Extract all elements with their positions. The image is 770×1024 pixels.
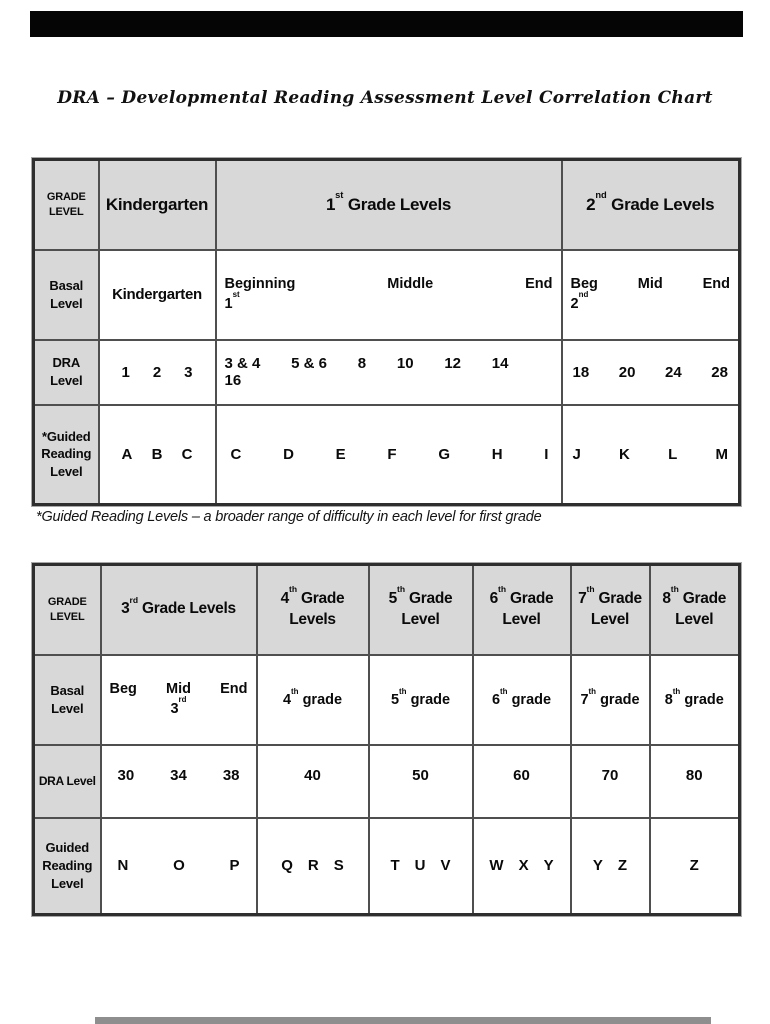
guided-letter: A <box>121 445 133 463</box>
grade-text: grade <box>596 691 640 708</box>
guided-second-grade-cell <box>562 405 740 505</box>
ordinal-suffix: st <box>232 290 240 300</box>
guided-letter: B <box>151 445 163 463</box>
guided-letter: L <box>668 445 678 463</box>
ordinal-suffix: th <box>291 686 299 696</box>
table-row-basal <box>34 250 740 340</box>
dra-first-grade-cell <box>216 340 562 405</box>
dra-eighth-grade-cell <box>650 745 740 818</box>
row-label-line: Level <box>51 875 84 891</box>
dra-value: 3 & 4 <box>224 355 261 372</box>
basal-end: End <box>220 680 248 697</box>
dra-seventh-grade-cell <box>571 745 650 818</box>
page-title: DRA – Developmental Reading Assessment Level Correlation Chart <box>57 88 713 108</box>
dra-value: 80 <box>685 766 703 784</box>
guided-letter: Z <box>689 857 699 875</box>
guided-letter: G <box>438 445 450 463</box>
table-row-dra <box>34 340 740 405</box>
basal-end: End <box>702 275 730 292</box>
grade-number: 8 <box>662 589 671 607</box>
dra-value: 2 <box>152 363 162 381</box>
row-label-line: Basal <box>50 682 85 698</box>
guided-letter: C <box>181 445 193 463</box>
basal-mid: Mid <box>637 275 663 292</box>
guided-letter: E <box>335 445 346 463</box>
guided-fourth-grade-cell <box>257 818 369 915</box>
ordinal-suffix: th <box>399 686 407 696</box>
grade-number: 4 <box>282 691 292 708</box>
guided-eighth-grade-cell <box>650 818 740 915</box>
seventh-grade-header-cell <box>571 565 650 655</box>
dra-level-label-cell <box>34 340 99 405</box>
guided-letter: K <box>619 445 630 463</box>
dra-level-label-cell: DRA Level <box>34 745 101 818</box>
row-label-line: Level <box>50 464 83 480</box>
row-label-line: Basal <box>49 277 84 293</box>
guided-letter: Z <box>617 857 628 875</box>
guided-seventh-grade-cell <box>571 818 650 915</box>
guided-letter: W <box>489 857 504 875</box>
basal-beg: Beg <box>109 680 137 697</box>
guided-letter: P <box>229 857 240 875</box>
grade-text: Grade Levels <box>138 600 236 618</box>
grade-text: Grade Levels <box>343 194 452 214</box>
basal-kindergarten-cell: Kindergarten <box>99 250 216 340</box>
guided-letter: F <box>387 445 397 463</box>
grade-text: Grade <box>594 589 642 607</box>
guided-letter: T <box>390 857 400 875</box>
basal-middle: Middle <box>387 275 434 292</box>
row-label-line: Reading <box>42 857 93 873</box>
dra-value: 14 <box>491 355 509 372</box>
row-label-line: *Guided <box>42 428 91 444</box>
sixth-grade-header-cell <box>473 565 571 655</box>
dra-second-grade-cell <box>562 340 740 405</box>
ordinal-suffix: rd <box>178 695 187 705</box>
ordinal-suffix: st <box>335 189 344 200</box>
dra-value: 28 <box>711 363 728 381</box>
ordinal-suffix: th <box>500 686 508 696</box>
basal-beg: Beg <box>570 275 598 292</box>
viewer-top-bar <box>30 11 743 37</box>
guided-letter: Y <box>543 857 554 875</box>
grade-number: 6 <box>491 691 501 708</box>
table-row-header <box>34 160 740 250</box>
grade-label-line1: GRADE <box>47 596 87 609</box>
grade-level-header-cell <box>34 565 101 655</box>
guided-sixth-grade-cell <box>473 818 571 915</box>
grade-number: 8 <box>664 691 673 708</box>
row-label-line: Reading <box>41 446 92 462</box>
dra-value: 16 <box>224 372 242 389</box>
correlation-table-3-8 <box>32 563 741 916</box>
dra-value: 1 <box>121 363 130 381</box>
dra-value: 12 <box>444 355 461 372</box>
table-row-guided <box>34 818 740 915</box>
guided-fifth-grade-cell <box>369 818 473 915</box>
basal-fifth-grade-cell <box>369 655 473 745</box>
basal-end: End <box>525 275 553 292</box>
grade-text-line2: Level <box>502 610 541 628</box>
third-grade-header-cell <box>101 565 257 655</box>
grade-label-line1: GRADE <box>46 191 86 204</box>
grade-number: 5 <box>390 691 400 708</box>
grade-text: Grade Levels <box>606 194 715 214</box>
guided-letter: H <box>491 445 503 463</box>
guided-letter: U <box>414 857 426 875</box>
second-grade-header-cell <box>562 160 740 250</box>
grade-number: 5 <box>388 589 397 607</box>
table-row-dra <box>34 745 740 818</box>
ordinal-suffix: nd <box>595 189 607 200</box>
guided-letter: C <box>230 445 242 463</box>
grade-number: 6 <box>489 589 498 607</box>
guided-letter: O <box>173 857 185 875</box>
grade-text: grade <box>680 691 724 708</box>
basal-second-grade-cell <box>562 250 740 340</box>
dra-value: 3 <box>184 363 193 381</box>
row-label-line: DRA <box>52 355 81 371</box>
dra-third-grade-cell <box>101 745 257 818</box>
guided-first-grade-cell <box>216 405 562 505</box>
ordinal-suffix: th <box>588 686 597 696</box>
dra-kindergarten-cell <box>99 340 216 405</box>
grade-text: Grade <box>405 589 453 607</box>
basal-seventh-grade-cell <box>571 655 650 745</box>
grade-text: Grade <box>506 589 554 607</box>
grade-text-line2: Level <box>401 610 440 628</box>
dra-fourth-grade-cell <box>257 745 369 818</box>
ordinal-suffix: th <box>586 584 595 595</box>
dra-value: 8 <box>357 355 367 372</box>
dra-value: 5 & 6 <box>291 355 327 372</box>
guided-letter: X <box>518 857 529 875</box>
dra-value: 70 <box>601 766 619 784</box>
grade-label-line2: LEVEL <box>49 205 84 218</box>
eighth-grade-header-cell <box>650 565 740 655</box>
dra-value: 30 <box>117 766 135 784</box>
dra-value: 40 <box>304 766 321 784</box>
guided-letter: V <box>440 857 451 875</box>
guided-letter: M <box>715 445 728 463</box>
basal-level-label-cell <box>34 250 99 340</box>
guided-third-grade-cell <box>101 818 257 915</box>
dra-value: 50 <box>412 766 429 784</box>
dra-sixth-grade-cell <box>473 745 571 818</box>
grade-text-line2: Level <box>590 610 630 628</box>
grade-text: grade <box>298 691 343 708</box>
dra-value: 10 <box>396 355 414 372</box>
dra-value: 18 <box>572 363 590 381</box>
grade-number: 3 <box>170 700 179 717</box>
ordinal-suffix: th <box>396 584 406 595</box>
row-label-line: Level <box>50 373 83 388</box>
dra-fifth-grade-cell <box>369 745 473 818</box>
viewer-bottom-bar <box>95 1017 711 1024</box>
dra-value: 34 <box>170 766 187 784</box>
dra-value: 20 <box>618 363 636 381</box>
dra-value: 60 <box>513 766 530 784</box>
guided-letter: Q <box>281 857 293 875</box>
grade-number: 3 <box>121 600 130 618</box>
ordinal-suffix: th <box>670 584 679 595</box>
basal-eighth-grade-cell <box>650 655 740 745</box>
first-grade-header-cell <box>216 160 562 250</box>
ordinal-suffix: th <box>672 686 681 696</box>
ordinal-suffix: rd <box>129 594 139 605</box>
grade-text: Grade <box>297 589 345 607</box>
grade-text: grade <box>406 691 451 708</box>
basal-sixth-grade-cell <box>473 655 571 745</box>
guided-kindergarten-cell <box>99 405 216 505</box>
row-label-line: Level <box>50 295 83 311</box>
guided-letter: I <box>544 445 549 463</box>
ordinal-suffix: th <box>497 584 507 595</box>
kindergarten-header-cell: Kindergarten <box>99 160 216 250</box>
basal-mid: Mid <box>166 680 191 697</box>
fifth-grade-header-cell <box>369 565 473 655</box>
table-row-basal <box>34 655 740 745</box>
guided-letter: S <box>333 857 344 875</box>
grade-number: 1 <box>325 194 336 214</box>
dra-value: 38 <box>222 766 240 784</box>
grade-number: 1 <box>224 295 233 312</box>
basal-level-label-cell <box>34 655 101 745</box>
correlation-table-k-2 <box>32 158 741 506</box>
grade-level-header-cell <box>34 160 99 250</box>
grade-text-line2: Level <box>675 610 714 628</box>
fourth-grade-header-cell <box>257 565 369 655</box>
ordinal-suffix: nd <box>578 290 589 300</box>
ordinal-suffix: th <box>288 584 298 595</box>
guided-reading-footnote: *Guided Reading Levels – a broader range of difficulty in each level for first grade <box>36 509 542 525</box>
grade-number: 2 <box>570 295 579 312</box>
guided-letter: D <box>283 445 294 463</box>
basal-beginning: Beginning <box>224 275 296 292</box>
guided-letter: J <box>572 445 581 463</box>
guided-letter: Y <box>592 857 603 875</box>
guided-reading-label-cell <box>34 818 101 915</box>
dra-value: 24 <box>665 363 682 381</box>
grade-text: Grade <box>678 589 727 607</box>
row-label-line: Level <box>51 700 84 716</box>
table-row-guided <box>34 405 740 505</box>
grade-number: 2 <box>586 194 596 214</box>
grade-number: 4 <box>280 589 289 607</box>
grade-label-line2: LEVEL <box>50 610 85 623</box>
grade-number: 7 <box>580 691 589 708</box>
guided-reading-label-cell <box>34 405 99 505</box>
grade-text: grade <box>507 691 552 708</box>
grade-number: 7 <box>578 589 587 607</box>
guided-letter: N <box>117 857 129 875</box>
basal-first-grade-cell <box>216 250 562 340</box>
row-label-line: Guided <box>45 840 90 856</box>
table-row-header <box>34 565 740 655</box>
basal-fourth-grade-cell <box>257 655 369 745</box>
guided-letter: R <box>307 857 319 875</box>
basal-third-grade-cell <box>101 655 257 745</box>
grade-text-line2: Levels <box>289 610 336 628</box>
